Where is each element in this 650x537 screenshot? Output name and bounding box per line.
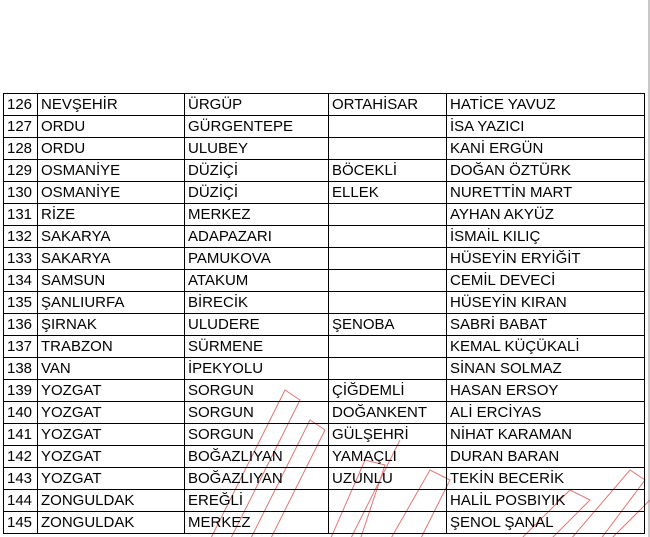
table-row xyxy=(4,424,645,446)
row-number-cell: 145 xyxy=(4,512,38,534)
province-cell: OSMANİYE xyxy=(38,182,185,204)
province-cell: YOZGAT xyxy=(38,446,185,468)
table-row xyxy=(4,116,645,138)
district-cell: SORGUN xyxy=(185,380,329,402)
province-cell: SAKARYA xyxy=(38,226,185,248)
town-cell xyxy=(329,248,447,270)
town-cell xyxy=(329,138,447,160)
table-row xyxy=(4,138,645,160)
row-number-cell: 137 xyxy=(4,336,38,358)
row-number-cell: 133 xyxy=(4,248,38,270)
district-cell: ADAPAZARI xyxy=(185,226,329,248)
province-cell: ŞIRNAK xyxy=(38,314,185,336)
province-cell: SAMSUN xyxy=(38,270,185,292)
province-cell: YOZGAT xyxy=(38,468,185,490)
row-number-cell: 136 xyxy=(4,314,38,336)
table-row xyxy=(4,292,645,314)
district-cell: BOĞAZLIYAN xyxy=(185,468,329,490)
district-cell: SORGUN xyxy=(185,402,329,424)
province-cell: ORDU xyxy=(38,138,185,160)
province-cell: ŞANLIURFA xyxy=(38,292,185,314)
province-cell: YOZGAT xyxy=(38,402,185,424)
town-cell xyxy=(329,358,447,380)
district-cell: MERKEZ xyxy=(185,512,329,534)
town-cell: YAMAÇLI xyxy=(329,446,447,468)
person-name-cell: İSMAİL KILIÇ xyxy=(447,226,645,248)
person-name-cell: ALİ ERCİYAS xyxy=(447,402,645,424)
person-name-cell: HÜSEYİN ERYİĞİT xyxy=(447,248,645,270)
district-cell: ULUDERE xyxy=(185,314,329,336)
row-number-cell: 130 xyxy=(4,182,38,204)
table-row xyxy=(4,226,645,248)
province-cell: TRABZON xyxy=(38,336,185,358)
district-cell: DÜZİÇİ xyxy=(185,182,329,204)
town-cell: BÖCEKLİ xyxy=(329,160,447,182)
district-cell: ÜRGÜP xyxy=(185,94,329,116)
province-cell: ORDU xyxy=(38,116,185,138)
table-row xyxy=(4,512,645,534)
table-row xyxy=(4,160,645,182)
district-cell: BOĞAZLIYAN xyxy=(185,446,329,468)
table-row xyxy=(4,490,645,512)
row-number-cell: 140 xyxy=(4,402,38,424)
district-cell: DÜZİÇİ xyxy=(185,160,329,182)
province-cell: VAN xyxy=(38,358,185,380)
town-cell: ŞENOBA xyxy=(329,314,447,336)
table-row xyxy=(4,248,645,270)
province-cell: ZONGULDAK xyxy=(38,512,185,534)
person-name-cell: NURETTİN MART xyxy=(447,182,645,204)
town-cell xyxy=(329,490,447,512)
row-number-cell: 129 xyxy=(4,160,38,182)
town-cell: GÜLŞEHRİ xyxy=(329,424,447,446)
province-cell: SAKARYA xyxy=(38,248,185,270)
records-table-body xyxy=(4,94,645,534)
row-number-cell: 132 xyxy=(4,226,38,248)
row-number-cell: 138 xyxy=(4,358,38,380)
table-row xyxy=(4,314,645,336)
row-number-cell: 139 xyxy=(4,380,38,402)
row-number-cell: 143 xyxy=(4,468,38,490)
table-row xyxy=(4,204,645,226)
district-cell: EREĞLİ xyxy=(185,490,329,512)
town-cell xyxy=(329,512,447,534)
row-number-cell: 144 xyxy=(4,490,38,512)
province-cell: YOZGAT xyxy=(38,380,185,402)
table-row xyxy=(4,380,645,402)
person-name-cell: HASAN ERSOY xyxy=(447,380,645,402)
person-name-cell: KANİ ERGÜN xyxy=(447,138,645,160)
district-cell: SORGUN xyxy=(185,424,329,446)
person-name-cell: SİNAN SOLMAZ xyxy=(447,358,645,380)
person-name-cell: ŞENOL ŞANAL xyxy=(447,512,645,534)
table-row xyxy=(4,446,645,468)
person-name-cell: CEMİL DEVECİ xyxy=(447,270,645,292)
town-cell: ORTAHİSAR xyxy=(329,94,447,116)
person-name-cell: DOĞAN ÖZTÜRK xyxy=(447,160,645,182)
town-cell xyxy=(329,270,447,292)
district-cell: İPEKYOLU xyxy=(185,358,329,380)
row-number-cell: 141 xyxy=(4,424,38,446)
records-table xyxy=(3,93,645,534)
row-number-cell: 128 xyxy=(4,138,38,160)
district-cell: MERKEZ xyxy=(185,204,329,226)
town-cell xyxy=(329,116,447,138)
table-row xyxy=(4,402,645,424)
province-cell: OSMANİYE xyxy=(38,160,185,182)
province-cell: YOZGAT xyxy=(38,424,185,446)
town-cell: UZUNLU xyxy=(329,468,447,490)
person-name-cell: HATİCE YAVUZ xyxy=(447,94,645,116)
table-row xyxy=(4,468,645,490)
province-cell: RİZE xyxy=(38,204,185,226)
district-cell: SÜRMENE xyxy=(185,336,329,358)
town-cell xyxy=(329,336,447,358)
row-number-cell: 135 xyxy=(4,292,38,314)
table-row xyxy=(4,336,645,358)
town-cell xyxy=(329,204,447,226)
town-cell xyxy=(329,226,447,248)
person-name-cell: SABRİ BABAT xyxy=(447,314,645,336)
province-cell: ZONGULDAK xyxy=(38,490,185,512)
person-name-cell: HALİL POSBIYIK xyxy=(447,490,645,512)
town-cell: ÇİĞDEMLİ xyxy=(329,380,447,402)
table-row xyxy=(4,358,645,380)
province-cell: NEVŞEHİR xyxy=(38,94,185,116)
district-cell: ULUBEY xyxy=(185,138,329,160)
row-number-cell: 127 xyxy=(4,116,38,138)
row-number-cell: 126 xyxy=(4,94,38,116)
person-name-cell: NİHAT KARAMAN xyxy=(447,424,645,446)
row-number-cell: 131 xyxy=(4,204,38,226)
town-cell xyxy=(329,292,447,314)
district-cell: ATAKUM xyxy=(185,270,329,292)
person-name-cell: HÜSEYİN KIRAN xyxy=(447,292,645,314)
person-name-cell: İSA YAZICI xyxy=(447,116,645,138)
person-name-cell: DURAN BARAN xyxy=(447,446,645,468)
town-cell: ELLEK xyxy=(329,182,447,204)
town-cell: DOĞANKENT xyxy=(329,402,447,424)
table-row xyxy=(4,270,645,292)
person-name-cell: KEMAL KÜÇÜKALİ xyxy=(447,336,645,358)
row-number-cell: 142 xyxy=(4,446,38,468)
person-name-cell: TEKİN BECERİK xyxy=(447,468,645,490)
district-cell: BİRECİK xyxy=(185,292,329,314)
table-row xyxy=(4,182,645,204)
person-name-cell: AYHAN AKYÜZ xyxy=(447,204,645,226)
district-cell: GÜRGENTEPE xyxy=(185,116,329,138)
district-cell: PAMUKOVA xyxy=(185,248,329,270)
row-number-cell: 134 xyxy=(4,270,38,292)
table-row xyxy=(4,94,645,116)
